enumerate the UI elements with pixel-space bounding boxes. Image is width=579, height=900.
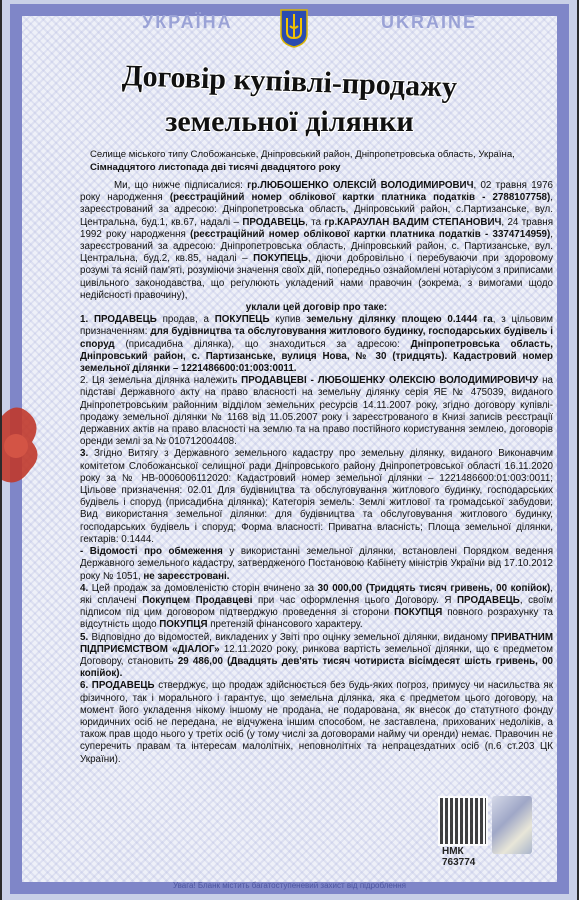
clause-4: 4. Цей продаж за домовленістю сторін вчинено за 30 000,00 (Тридцять тисяч гривень, 00 копійок), які сплачені Покупцем Продавцеві при час оформлення цього Договору. Я ПРОДАВЕЦЬ, своїм підписом під цим договором підтверджую проведення зі сторони ПОКУПЦЯ повного розрахунку та відсутність щодо ПОКУПЦЯ претензій фінансового характеру. xyxy=(80,582,554,631)
title-line-1: Договір купівлі-продажу xyxy=(121,59,458,104)
title-line-2: земельної ділянки xyxy=(165,105,414,138)
watermark-ukraine: UKRAINE xyxy=(380,12,477,32)
security-footer-note: Увага! Бланк містить багатоступеневий захист від підроблення xyxy=(172,881,407,890)
clause-2: 2. Ця земельна ділянка належить ПРОДАВЦЕВІ - ЛЮБОШЕНКУ ОЛЕКСІЮ ВОЛОДИМИРОВИЧУ на підставі Державного акту на право власності на земельну ділянку серія ЯЕ № 475039, виданого Дніпропетровським районним відділом земельних ресурсів 14.11.2007 року, згідно договору купівлі-продажу земельної ділянки № 1168 від 11.05.2007 року і зареєстрованого в Книзі записів реєстрації державних актів на право власності на землю та на право постійного користування землею, договорів оренди землі за № 010712004408. xyxy=(80,375,553,448)
red-seal-ribbon-icon xyxy=(2,396,42,496)
document-title xyxy=(2,59,577,142)
clause-1: 1. ПРОДАВЕЦЬ продав, а ПОКУПЕЦЬ купив земельну ділянку площею 0.1444 га, з цільовим призначенням: для будівництва та обслуговування житлового будинку, господарських будівель і споруд (присадибна ділянка), що знаходиться за адресою: Дніпропетровська область, Дніпровський район, с. Партизанське, вулиця Нова, № 30 (тридцять). Кадастровий номер земельної ділянки – 1221486600:01:003:0011. xyxy=(80,314,554,375)
clause-6: 6. ПРОДАВЕЦЬ стверджує, що продаж здійснюється без будь-яких погроз, примусу чи насильства як фізичного, так і морального і гарантує, що земельна ділянка, яка є предметом цього договору, на момент його укладення нікому іншому не продана, не подарована, як внесок до статутного фонду юридичних осіб не передана, не відчужена іншим способом, не заставлена, прихованих недоліків, а також прав щодо нього у третіх осіб (у тому числі за договорами найму чи оренди) немає. Правочин не суперечить правам та інтересам малолітніх, неповнолітніх та непрацездатних осіб (п.6 ст.203 ЦК України). xyxy=(80,680,553,765)
blank-serial: НМК 763774 xyxy=(442,846,476,868)
intro-paragraph: Ми, що нижче підписалися: гр.ЛЮБОШЕНКО ОЛЕКСІЙ ВОЛОДИМИРОВИЧ, 02 травня 1976 року народження (реєстраційний номер облікової картки платника податків - 2788107758), зареєстрований за адресою: Дніпропетровська область, Дніпровський район, с.Партизанське, вул. Центральна, буд.1, кв.67, надалі – ПРОДАВЕЦЬ, та гр.КАРАУЛАН ВАДИМ СТЕПАНОВИЧ, 24 травня 1992 року народження (реєстраційний номер облікової картки платника податків - 3374714959), зареєстрований за адресою: Дніпропетровська область, Дніпровський район, с. Партизанське, вул. Центральна, буд.2, кв.85, надалі – ПОКУПЕЦЬ, діючи добровільно і перебуваючи при здоровому розумі та ясній пам'яті, розуміючи значення своїх дій, попередньо ознайомлені нотаріусом з приписами цивільного законодавства, що регулюють укладений нами правочин (зокрема, з вимогами щодо недійсності правочину), xyxy=(80,180,554,301)
document-sheet xyxy=(2,0,577,900)
clause-3: 3. Згідно Витягу з Державного земельного кадастру про земельну ділянку, виданого Виконавчим комітетом Слобожанської селищної ради Дніпровського району Дніпропетровської області 16.11.2020 року за № НВ-0006006112020: Кадастровий номер земельної ділянки – 1221486600:01:003:0011; Цільове призначення: 02.01 Для будівництва та обслуговування житлового будинку, господарських будівель і споруд (присадибна ділянка); Категорія земель: Землі житлової та громадської забудови; Вид використання земельної ділянки: для будівництва та обслуговування житлового будинку, господарських будівель і споруд; Форма власності: Приватна власність; Площа земельної ділянки, гектарів: 0.1444. xyxy=(80,448,553,545)
location-text: Селище міського типу Слобожанське, Дніпровський район, Дніпропетровська область, Україна, xyxy=(90,149,515,160)
date-text: Сімнадцятого листопада дві тисячі двадцятого року xyxy=(90,162,341,173)
contract-body xyxy=(80,180,553,766)
clause-5: 5. Відповідно до відомостей, викладених у Звіті про оцінку земельної ділянки, виданому ПРИВАТНИМ ПІДПРИЄМСТВОМ «ДІАЛОГ» 12.11.2020 року, ринкова вартість земельної ділянки, що є предметом Договору, становить 29 486,00 (Двадцять дев'ять тисяч чотириста вісімдесят шість гривень, 00 копійок). xyxy=(80,631,553,680)
hologram-icon xyxy=(492,796,532,854)
qr-code-icon xyxy=(438,796,488,846)
place-and-date xyxy=(90,148,555,174)
security-block xyxy=(434,796,534,874)
trident-emblem-icon xyxy=(279,8,309,48)
clause-3-restrictions: - Відомості про обмеження у використанні земельної ділянки, встановлені Порядком ведення Державного земельного кадастру, затвердженого Постановою Кабінету міністрів України від 17.10.2012 року № 1051, не зареєстровані. xyxy=(80,546,554,582)
watermark-ukraina: УКРАЇНА xyxy=(142,12,233,32)
agreed-heading: уклали цей договір про таке: xyxy=(245,302,388,314)
